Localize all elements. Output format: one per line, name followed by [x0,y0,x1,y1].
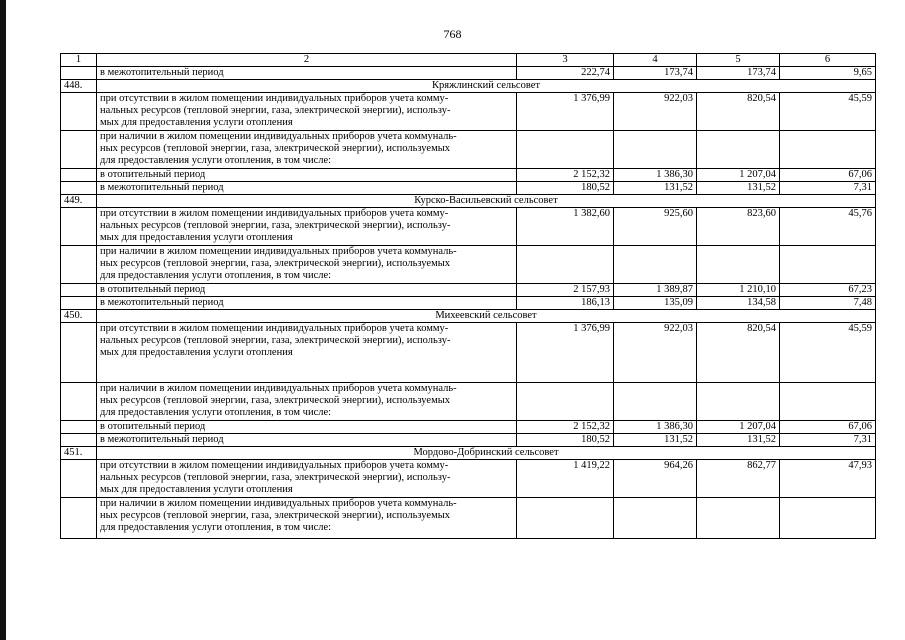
value-cell: 2 152,32 [517,421,614,434]
row-number-cell [61,460,97,498]
row-label: в межотопительный период [97,434,517,447]
table-row [61,182,876,195]
column-header: 6 [780,54,876,67]
value-cell: 47,93 [780,460,876,498]
value-cell: 1 210,10 [697,284,780,297]
column-header: 3 [517,54,614,67]
value-cell: 186,13 [517,297,614,310]
table-row [61,169,876,182]
value-cell: 135,09 [614,297,697,310]
value-cell: 45,59 [780,93,876,131]
description-line: ных ресурсов (тепловой энергии, газа, электрической энергии), используемых [100,395,451,406]
row-label: в межотопительный период [97,182,517,195]
row-description [97,498,517,539]
value-cell: 222,74 [517,67,614,80]
value-cell: 131,52 [697,434,780,447]
value-cell [780,246,876,284]
value-cell [697,498,780,539]
description-line: при наличии в жилом помещении индивидуальных приборов учета коммуналь- [100,246,457,257]
value-cell: 1 207,04 [697,421,780,434]
value-cell: 925,60 [614,208,697,246]
row-description [97,246,517,284]
value-cell: 45,59 [780,323,876,383]
row-description [97,383,517,421]
value-cell: 45,76 [780,208,876,246]
description-line: ных ресурсов (тепловой энергии, газа, электрической энергии), используемых [100,510,451,521]
value-cell: 922,03 [614,323,697,383]
tariff-table [60,53,876,539]
table-row [61,498,876,539]
row-description [97,323,517,383]
group-header-row [61,195,876,208]
value-cell: 67,06 [780,421,876,434]
group-number: 450. [61,310,97,323]
value-cell: 1 419,22 [517,460,614,498]
value-cell [780,383,876,421]
page-number: 768 [443,27,462,41]
description-line: при отсутствии в жилом помещении индивидуальных приборов учета комму- [100,323,449,334]
value-cell: 1 207,04 [697,169,780,182]
value-cell: 2 157,93 [517,284,614,297]
row-description [97,131,517,169]
description-line: мых для предоставления услуги отопления [100,117,293,128]
value-cell [517,246,614,284]
row-label: в отопительный период [97,284,517,297]
row-label: в отопительный период [97,421,517,434]
row-label: в отопительный период [97,169,517,182]
table-row [61,421,876,434]
description-line: ных ресурсов (тепловой энергии, газа, электрической энергии), используемых [100,143,451,154]
value-cell: 1 386,30 [614,421,697,434]
row-number-cell [61,297,97,310]
value-cell: 1 376,99 [517,93,614,131]
value-cell: 2 152,32 [517,169,614,182]
description-line: нальных ресурсов (тепловой энергии, газа, электрической энергии), использу- [100,220,451,231]
description-line: при отсутствии в жилом помещении индивидуальных приборов учета комму- [100,93,449,104]
row-number-cell [61,182,97,195]
description-line: при отсутствии в жилом помещении индивидуальных приборов учета комму- [100,460,449,471]
value-cell: 67,06 [780,169,876,182]
description-line: при наличии в жилом помещении индивидуальных приборов учета коммуналь- [100,131,457,142]
value-cell: 173,74 [614,67,697,80]
row-number-cell [61,246,97,284]
value-cell: 820,54 [697,323,780,383]
value-cell: 9,65 [780,67,876,80]
column-header: 1 [61,54,97,67]
description-line: для предоставления услуги отопления, в том числе: [100,522,332,533]
value-cell: 131,52 [614,182,697,195]
table-row [61,460,876,498]
row-number-cell [61,131,97,169]
description-line: мых для предоставления услуги отопления [100,347,293,358]
value-cell [614,131,697,169]
value-cell: 820,54 [697,93,780,131]
description-line: для предоставления услуги отопления, в том числе: [100,407,332,418]
table-row [61,434,876,447]
value-cell: 1 376,99 [517,323,614,383]
table-row [61,246,876,284]
description-line: при отсутствии в жилом помещении индивидуальных приборов учета комму- [100,208,449,219]
table-row [61,208,876,246]
group-name: Курско-Васильевский сельсовет [97,195,876,208]
value-cell [614,246,697,284]
value-cell: 7,31 [780,182,876,195]
row-description [97,460,517,498]
table-row [61,93,876,131]
description-line: для предоставления услуги отопления, в том числе: [100,270,332,281]
description-line: нальных ресурсов (тепловой энергии, газа, электрической энергии), использу- [100,105,451,116]
scan-border-edge [0,0,6,640]
value-cell: 862,77 [697,460,780,498]
value-cell: 1 389,87 [614,284,697,297]
row-number-cell [61,169,97,182]
group-name: Мордово-Добринский сельсовет [97,447,876,460]
value-cell: 173,74 [697,67,780,80]
value-cell [614,498,697,539]
description-line: нальных ресурсов (тепловой энергии, газа, электрической энергии), использу- [100,472,451,483]
description-line: нальных ресурсов (тепловой энергии, газа, электрической энергии), использу- [100,335,451,346]
row-label: в межотопительный период [97,67,517,80]
value-cell: 7,48 [780,297,876,310]
value-cell [697,131,780,169]
description-line: для предоставления услуги отопления, в том числе: [100,155,332,166]
table-row [61,383,876,421]
table-row [61,284,876,297]
group-name: Кряжлинский сельсовет [97,80,876,93]
value-cell [697,246,780,284]
group-header-row [61,310,876,323]
row-number-cell [61,93,97,131]
group-header-row [61,447,876,460]
value-cell: 67,23 [780,284,876,297]
column-header: 4 [614,54,697,67]
description-line: мых для предоставления услуги отопления [100,484,293,495]
value-cell: 180,52 [517,434,614,447]
table-row [61,297,876,310]
description-line: мых для предоставления услуги отопления [100,232,293,243]
value-cell [517,383,614,421]
row-number-cell [61,421,97,434]
row-number-cell [61,498,97,539]
value-cell [697,383,780,421]
value-cell [780,131,876,169]
row-number-cell [61,208,97,246]
value-cell [517,131,614,169]
value-cell: 922,03 [614,93,697,131]
column-header: 5 [697,54,780,67]
value-cell: 131,52 [697,182,780,195]
row-number-cell [61,67,97,80]
description-line: при наличии в жилом помещении индивидуальных приборов учета коммуналь- [100,498,457,509]
table-row [61,323,876,383]
row-number-cell [61,323,97,383]
group-name: Михеевский сельсовет [97,310,876,323]
column-header: 2 [97,54,517,67]
value-cell: 1 382,60 [517,208,614,246]
value-cell: 134,58 [697,297,780,310]
row-number-cell [61,284,97,297]
value-cell [614,383,697,421]
group-header-row [61,80,876,93]
group-number: 448. [61,80,97,93]
value-cell [517,498,614,539]
value-cell: 823,60 [697,208,780,246]
table-row [61,67,876,80]
group-number: 451. [61,447,97,460]
value-cell: 7,31 [780,434,876,447]
value-cell: 180,52 [517,182,614,195]
row-description [97,93,517,131]
table-header-row [61,54,876,67]
group-number: 449. [61,195,97,208]
value-cell: 131,52 [614,434,697,447]
value-cell [780,498,876,539]
table-row [61,131,876,169]
row-description [97,208,517,246]
value-cell: 964,26 [614,460,697,498]
value-cell: 1 386,30 [614,169,697,182]
description-line: при наличии в жилом помещении индивидуальных приборов учета коммуналь- [100,383,457,394]
row-number-cell [61,383,97,421]
description-line: ных ресурсов (тепловой энергии, газа, электрической энергии), используемых [100,258,451,269]
row-number-cell [61,434,97,447]
row-label: в межотопительный период [97,297,517,310]
